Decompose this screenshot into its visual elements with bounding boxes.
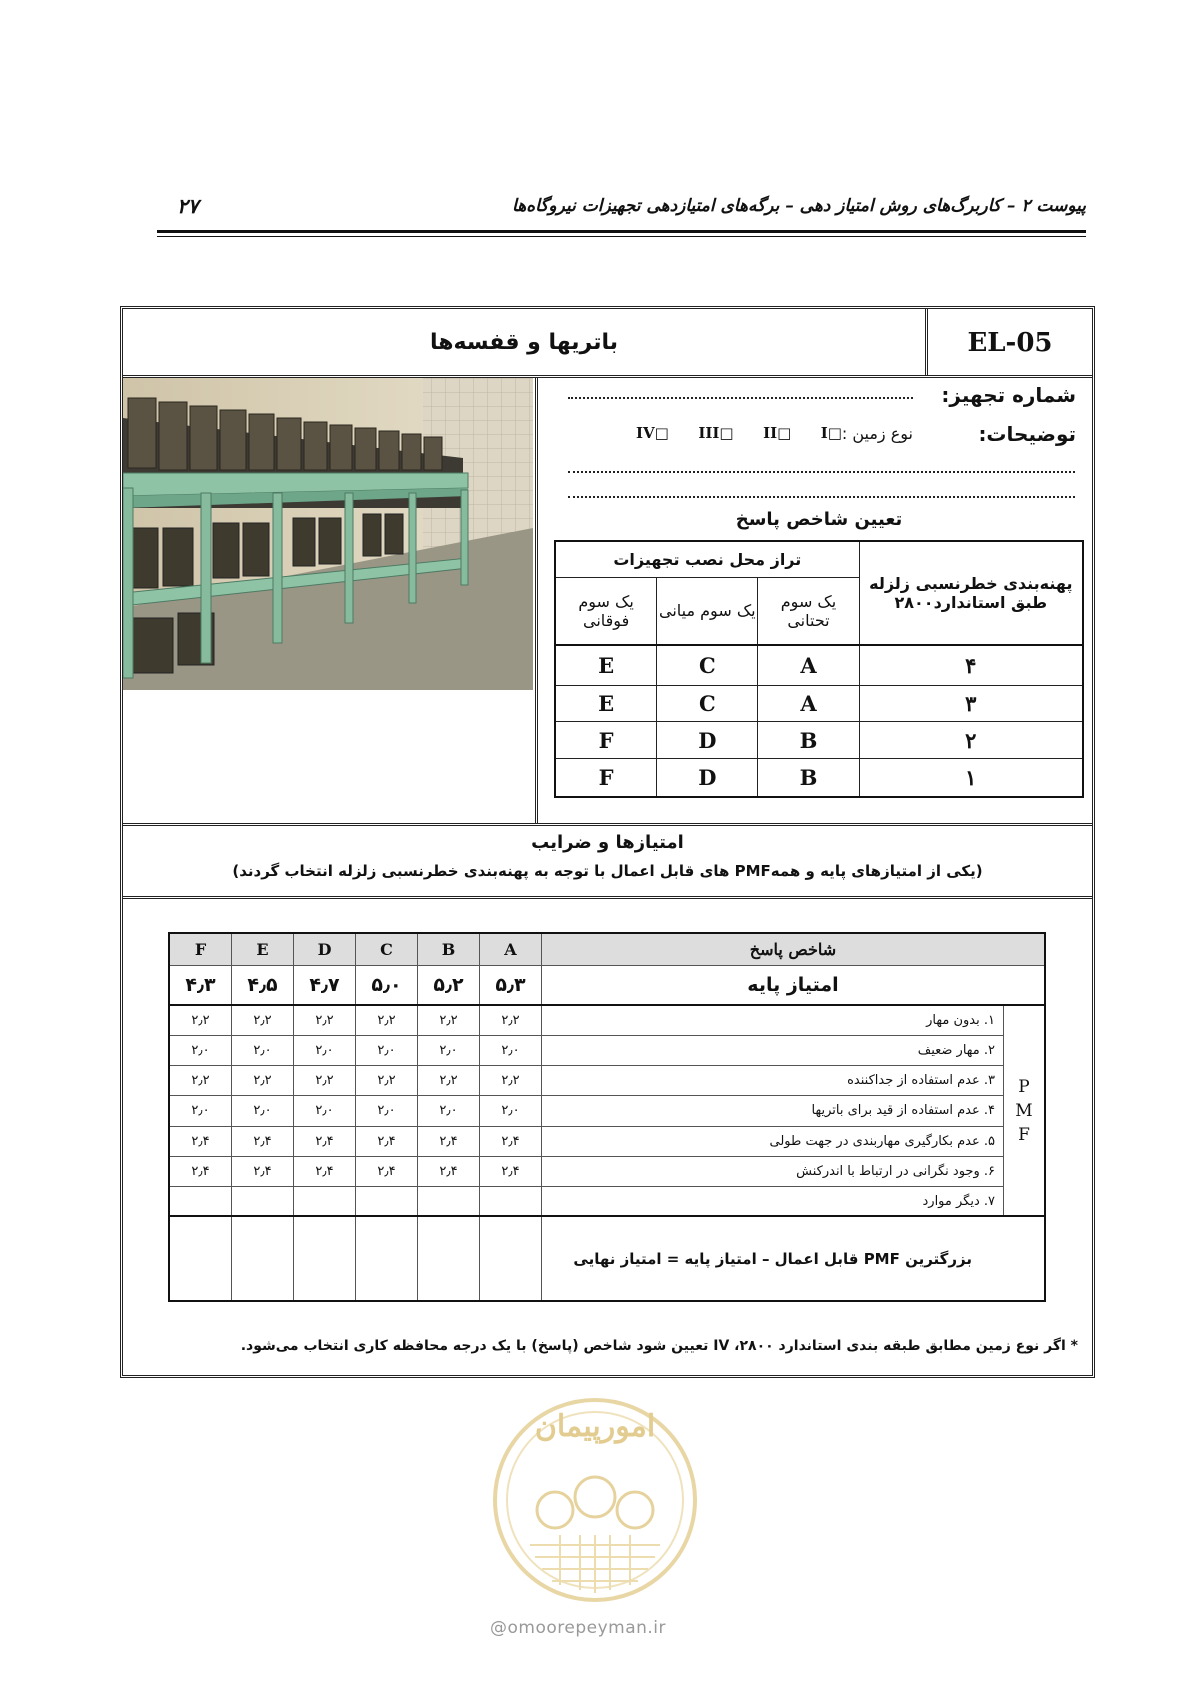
response-title: تعیین شاخص پاسخ <box>735 509 903 530</box>
pmf-cell: ۲٫۰ <box>294 1096 356 1126</box>
response-row <box>555 722 1083 759</box>
pmf-cell: ۲٫۴ <box>356 1156 418 1186</box>
divider-response <box>123 823 1092 826</box>
pmf-cell[interactable] <box>232 1186 294 1216</box>
pmf-row-label: ۳. عدم استفاده از جداکننده <box>542 1066 1004 1096</box>
watermark-site: @omoorepeyman.ir <box>490 1618 667 1638</box>
soil-type-options <box>636 424 842 442</box>
pmf-cell: ۲٫۴ <box>418 1126 480 1156</box>
header-rule-thick <box>157 230 1086 233</box>
sheet-code: EL-05 <box>925 309 1092 376</box>
final-score-cell[interactable] <box>418 1216 480 1301</box>
pmf-row-label: ۵. عدم بکارگیری مهاربندی در جهت طولی <box>542 1126 1004 1156</box>
soil-option-4[interactable]: IV□ <box>636 424 669 442</box>
equipment-number-field[interactable] <box>568 397 913 399</box>
battery-rack-illustration <box>123 378 533 690</box>
response-row <box>555 645 1083 686</box>
soil-option-1[interactable]: I□ <box>820 424 842 442</box>
watermark-logo <box>480 1385 710 1615</box>
column-header: C <box>356 933 418 965</box>
divider-scores <box>123 896 1092 899</box>
pmf-label <box>1004 1005 1046 1216</box>
pmf-cell: ۲٫۴ <box>356 1126 418 1156</box>
response-row <box>555 758 1083 797</box>
pmf-cell: ۲٫۴ <box>294 1126 356 1156</box>
pmf-row <box>169 1036 1045 1066</box>
footnote: * اگر نوع زمین مطابق طبقه بندی استاندارد ۲۸۰۰، IV تعیین شود شاخص (پاسخ) با یک درجه محافظه کاری انتخاب می‌شود. <box>240 1338 1078 1354</box>
pmf-cell: ۲٫۲ <box>232 1066 294 1096</box>
level-middle: یک سوم میانی <box>657 578 758 645</box>
zone-cell: ۳ <box>859 685 1083 722</box>
base-score-cell: ۵٫۰ <box>356 965 418 1005</box>
base-score-cell: ۴٫۷ <box>294 965 356 1005</box>
pmf-cell: ۲٫۲ <box>294 1066 356 1096</box>
response-cell: C <box>657 645 758 686</box>
header-rule-thin <box>157 236 1086 237</box>
zone-cell: ۲ <box>859 722 1083 759</box>
column-header: A <box>480 933 542 965</box>
pmf-row <box>169 1156 1045 1186</box>
pmf-letter: P <box>1018 1076 1030 1097</box>
base-score-row <box>169 965 1045 1005</box>
pmf-row <box>169 1096 1045 1126</box>
response-index-table <box>554 540 1084 798</box>
scores-header-row <box>169 933 1045 965</box>
pmf-row-label: ۲. مهار ضعیف <box>542 1036 1004 1066</box>
pmf-cell[interactable] <box>169 1186 232 1216</box>
response-cell: E <box>555 685 657 722</box>
response-cell: B <box>758 758 859 797</box>
pmf-cell: ۲٫۰ <box>232 1036 294 1066</box>
divider-photo <box>535 377 538 824</box>
final-score-label: بزرگترین PMF قابل اعمال – امتیاز پایه = امتیاز نهایی <box>542 1216 1046 1301</box>
pmf-cell: ۲٫۲ <box>480 1066 542 1096</box>
column-header: B <box>418 933 480 965</box>
pmf-cell: ۲٫۴ <box>418 1156 480 1186</box>
pmf-cell: ۲٫۴ <box>169 1126 232 1156</box>
pmf-row <box>169 1005 1045 1035</box>
description-line-1[interactable] <box>568 471 1075 473</box>
pmf-cell: ۲٫۴ <box>232 1156 294 1186</box>
pmf-cell: ۲٫۲ <box>356 1066 418 1096</box>
pmf-cell: ۲٫۰ <box>294 1036 356 1066</box>
level-header: تراز محل نصب تجهیزات <box>555 541 859 578</box>
pmf-cell: ۲٫۴ <box>480 1156 542 1186</box>
pmf-cell: ۲٫۰ <box>356 1096 418 1126</box>
response-cell: A <box>758 645 859 686</box>
base-score-cell: ۵٫۳ <box>480 965 542 1005</box>
pmf-letter: F <box>1018 1124 1030 1145</box>
pmf-cell[interactable] <box>294 1186 356 1216</box>
final-score-cell[interactable] <box>356 1216 418 1301</box>
pmf-cell[interactable] <box>480 1186 542 1216</box>
pmf-cell: ۲٫۴ <box>232 1126 294 1156</box>
pmf-row-label: ۶. وجود نگرانی در ارتباط با اندرکنش <box>542 1156 1004 1186</box>
soil-option-2[interactable]: II□ <box>763 424 792 442</box>
battery-rack-photo <box>123 378 533 690</box>
pmf-cell: ۲٫۰ <box>418 1036 480 1066</box>
watermark-text: امورپیمان <box>534 1409 656 1444</box>
final-score-cell[interactable] <box>480 1216 542 1301</box>
pmf-cell: ۲٫۲ <box>356 1005 418 1035</box>
pmf-row-label: ۱. بدون مهار <box>542 1005 1004 1035</box>
response-cell: F <box>555 722 657 759</box>
response-cell: E <box>555 645 657 686</box>
pmf-cell[interactable] <box>356 1186 418 1216</box>
pmf-row <box>169 1186 1045 1216</box>
response-cell: B <box>758 722 859 759</box>
running-header <box>157 196 1086 224</box>
column-header: D <box>294 933 356 965</box>
page-number: ۲۷ <box>177 194 199 218</box>
pmf-cell[interactable] <box>418 1186 480 1216</box>
description-line-2[interactable] <box>568 496 1075 498</box>
pmf-row <box>169 1066 1045 1096</box>
scores-section-title: امتیازها و ضرایب <box>531 832 684 853</box>
pmf-cell: ۲٫۰ <box>169 1036 232 1066</box>
pmf-cell: ۲٫۰ <box>418 1096 480 1126</box>
base-score-cell: ۴٫۳ <box>169 965 232 1005</box>
pmf-row-label: ۴. عدم استفاده از قید برای باتریها <box>542 1096 1004 1126</box>
pmf-cell: ۲٫۲ <box>480 1005 542 1035</box>
pmf-cell: ۲٫۴ <box>480 1126 542 1156</box>
response-cell: C <box>657 685 758 722</box>
zone-cell: ۱ <box>859 758 1083 797</box>
scores-section-subtitle: (یکی از امتیازهای پایه و همهPMF های قابل اعمال با توجه به پهنه‌بندی خطرنسبی زلزله انتخاب گردند) <box>232 862 983 880</box>
pmf-cell: ۲٫۲ <box>169 1005 232 1035</box>
pmf-cell: ۲٫۲ <box>418 1066 480 1096</box>
pmf-cell: ۲٫۴ <box>169 1156 232 1186</box>
equipment-number-label: شماره تجهیز: <box>941 383 1076 407</box>
response-row <box>555 685 1083 722</box>
running-header-title: پیوست ۲ – کاربرگ‌های روش امتیاز دهی – برگه‌های امتیازدهی تجهیزات نیروگاه‌ها <box>512 196 1086 216</box>
base-score-cell: ۵٫۲ <box>418 965 480 1005</box>
pmf-cell: ۲٫۲ <box>169 1066 232 1096</box>
level-lower: یک سوم تحتانی <box>758 578 859 645</box>
soil-type-label: نوع زمین : <box>841 424 913 443</box>
pmf-cell: ۲٫۴ <box>294 1156 356 1186</box>
zone-cell: ۴ <box>859 645 1083 686</box>
pmf-cell: ۲٫۰ <box>169 1096 232 1126</box>
response-cell: F <box>555 758 657 797</box>
pmf-cell: ۲٫۰ <box>480 1036 542 1066</box>
base-score-cell: ۴٫۵ <box>232 965 294 1005</box>
response-cell: D <box>657 758 758 797</box>
final-score-row <box>169 1216 1045 1301</box>
response-cell: D <box>657 722 758 759</box>
soil-option-3[interactable]: III□ <box>698 424 734 442</box>
base-score-label: امتیاز پایه <box>542 965 1046 1005</box>
level-upper: یک سوم فوقانی <box>555 578 657 645</box>
pmf-cell: ۲٫۰ <box>480 1096 542 1126</box>
pmf-row-label: ۷. دیگر موارد <box>542 1186 1004 1216</box>
sheet-title: باتریها و قفسه‌ها <box>430 330 618 355</box>
pmf-cell: ۲٫۲ <box>232 1005 294 1035</box>
final-score-cell[interactable] <box>232 1216 294 1301</box>
zone-header: پهنه‌بندی خطرنسبی زلزله طبق استاندارد۲۸۰۰ <box>859 541 1083 645</box>
pmf-letter: M <box>1015 1100 1033 1121</box>
response-cell: A <box>758 685 859 722</box>
pmf-cell: ۲٫۰ <box>356 1036 418 1066</box>
scores-table <box>168 932 1046 1302</box>
column-header: E <box>232 933 294 965</box>
pmf-cell: ۲٫۲ <box>418 1005 480 1035</box>
pmf-cell: ۲٫۲ <box>294 1005 356 1035</box>
column-header: F <box>169 933 232 965</box>
final-score-cell[interactable] <box>169 1216 232 1301</box>
final-score-cell[interactable] <box>294 1216 356 1301</box>
response-index-header: شاخص پاسخ <box>542 933 1046 965</box>
description-label: توضیحات: <box>978 422 1076 446</box>
pmf-cell: ۲٫۰ <box>232 1096 294 1126</box>
pmf-row <box>169 1126 1045 1156</box>
